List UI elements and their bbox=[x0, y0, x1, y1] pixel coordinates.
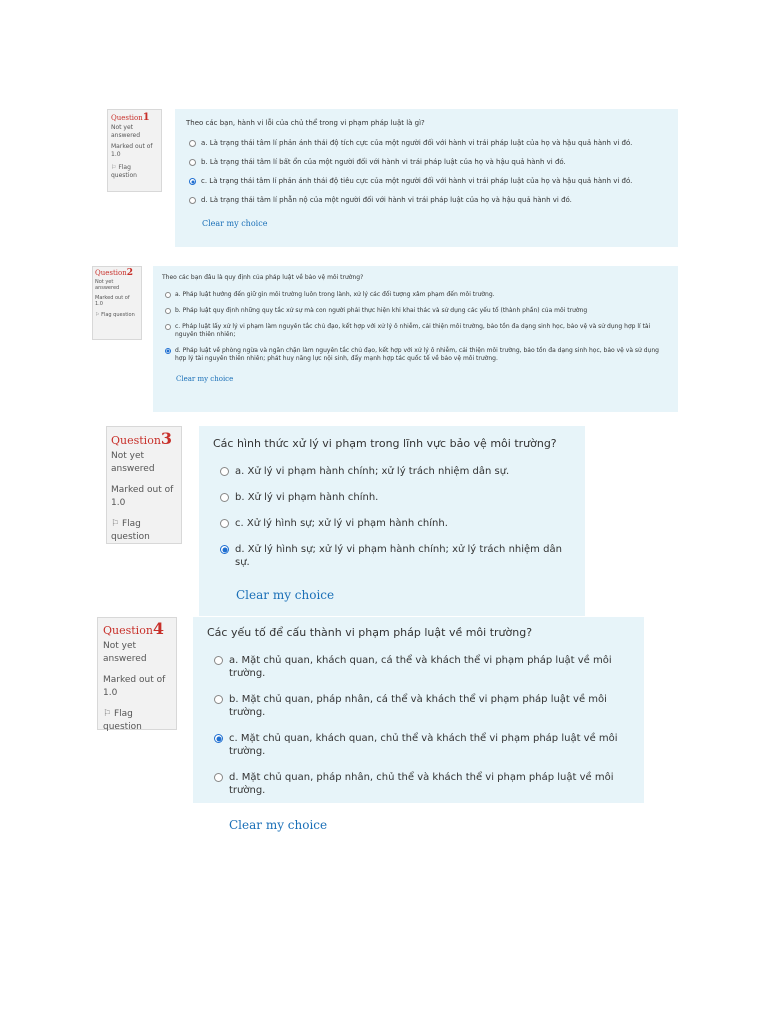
clear-choice-link[interactable]: Clear my choice bbox=[236, 588, 335, 602]
answer-radio[interactable] bbox=[189, 159, 196, 166]
question-label bbox=[95, 270, 139, 277]
answer-option-b[interactable] bbox=[214, 693, 630, 719]
question-info bbox=[97, 617, 177, 730]
question-label bbox=[103, 619, 171, 638]
answer-radio[interactable] bbox=[189, 140, 196, 147]
flag-question-link[interactable] bbox=[103, 708, 171, 734]
answer-list bbox=[207, 654, 630, 797]
answer-label: b. Là trạng thái tâm lí bất ổn của một người đối với hành vi trái pháp luật của họ và hậu quả hành vi đó. bbox=[201, 158, 566, 166]
question-number: 4 bbox=[152, 619, 165, 638]
answer-radio-selected[interactable] bbox=[214, 734, 223, 743]
question-marks: Marked out of 1.0 bbox=[103, 675, 166, 698]
answer-label: c. Pháp luật lấy xử lý vi phạm làm nguyên tắc chủ đạo, kết hợp với xử lý ô nhiễm, cải thiện môi trường, bảo tồn đa dạng sinh học, bảo vệ và sử dụng hợp lí tài nguyên thiên nhiên; bbox=[175, 323, 651, 338]
flag-label: Flag question bbox=[103, 709, 142, 732]
answer-option-a[interactable] bbox=[220, 465, 571, 478]
question-info bbox=[92, 266, 142, 340]
question-info bbox=[107, 109, 162, 192]
answer-option-c[interactable] bbox=[165, 323, 669, 339]
answer-label: a. Xử lý vi phạm hành chính; xử lý trách nhiệm dân sự. bbox=[235, 466, 510, 477]
answer-radio[interactable] bbox=[214, 773, 223, 782]
question-label bbox=[111, 114, 158, 122]
question-word: Question bbox=[103, 624, 153, 637]
clear-choice-link[interactable]: Clear my choice bbox=[202, 219, 268, 228]
answer-option-a[interactable] bbox=[165, 291, 669, 299]
answer-label: b. Mặt chủ quan, pháp nhân, cá thể và khách thể vi phạm pháp luật về môi trường. bbox=[229, 694, 607, 718]
answer-option-a[interactable] bbox=[214, 654, 630, 680]
flag-icon: ⚐ bbox=[111, 519, 120, 529]
answer-option-b[interactable] bbox=[220, 491, 571, 504]
question-text: Theo các bạn, hành vi lỗi của chủ thể trong vi phạm pháp luật là gì? bbox=[186, 119, 425, 127]
answer-label: a. Pháp luật hướng đến giữ gìn môi trường luôn trong lành, xử lý các đối tượng xâm phạm đến môi trường. bbox=[175, 291, 495, 298]
clear-choice-link[interactable]: Clear my choice bbox=[176, 375, 234, 383]
answer-label: c. Là trạng thái tâm lí phản ánh thái độ tiêu cực của một người đối với hành vi trái pháp luật của họ và hậu quả hành vi đó. bbox=[201, 177, 633, 185]
answer-option-b[interactable] bbox=[189, 158, 667, 167]
answer-radio[interactable] bbox=[165, 324, 171, 330]
answer-option-c[interactable] bbox=[220, 517, 571, 530]
answer-list bbox=[213, 465, 571, 569]
flag-question-link[interactable] bbox=[111, 518, 177, 544]
answer-option-c[interactable] bbox=[189, 177, 667, 186]
flag-icon: ⚐ bbox=[95, 311, 100, 318]
question-state: Not yet answered bbox=[103, 641, 147, 664]
question-content bbox=[199, 426, 585, 616]
answer-label: b. Xử lý vi phạm hành chính. bbox=[235, 492, 379, 503]
answer-label: c. Xử lý hình sự; xử lý vi phạm hành chính. bbox=[235, 518, 448, 529]
answer-radio[interactable] bbox=[220, 467, 229, 476]
question-text: Các hình thức xử lý vi phạm trong lĩnh vực bảo vệ môi trường? bbox=[213, 437, 557, 450]
answer-list bbox=[186, 139, 667, 205]
answer-label: d. Xử lý hình sự; xử lý vi phạm hành chính; xử lý trách nhiệm dân sự. bbox=[235, 544, 562, 568]
answer-radio[interactable] bbox=[214, 656, 223, 665]
answer-option-d[interactable] bbox=[189, 196, 667, 205]
answer-option-d[interactable] bbox=[220, 543, 571, 569]
answer-option-a[interactable] bbox=[189, 139, 667, 148]
flag-label: Flag question bbox=[101, 311, 135, 318]
answer-label: d. Là trạng thái tâm lí phẫn nộ của một người đối với hành vi trái pháp luật của họ và hậu quả hành vi đó. bbox=[201, 196, 572, 204]
answer-radio[interactable] bbox=[220, 493, 229, 502]
question-content bbox=[175, 109, 678, 247]
answer-label: c. Mặt chủ quan, khách quan, chủ thể và khách thể vi phạm pháp luật về môi trường. bbox=[229, 733, 618, 757]
answer-option-d[interactable] bbox=[214, 771, 630, 797]
question-content bbox=[153, 266, 678, 412]
flag-label: Flag question bbox=[111, 164, 137, 179]
question-marks: Marked out of 1.0 bbox=[95, 294, 130, 307]
flag-icon: ⚐ bbox=[103, 709, 112, 719]
question-word: Question bbox=[111, 114, 143, 122]
answer-option-c[interactable] bbox=[214, 732, 630, 758]
question-number: 3 bbox=[160, 429, 173, 448]
answer-label: a. Là trạng thái tâm lí phản ánh thái độ tích cực của một người đối với hành vi trái pháp luật của họ và hậu quả hành vi đó. bbox=[201, 139, 633, 147]
answer-label: d. Mặt chủ quan, pháp nhân, chủ thể và khách thể vi phạm pháp luật về môi trường. bbox=[229, 772, 614, 796]
answer-radio[interactable] bbox=[220, 519, 229, 528]
question-word: Question bbox=[95, 269, 127, 277]
answer-radio[interactable] bbox=[165, 292, 171, 298]
flag-question-link[interactable] bbox=[95, 312, 139, 319]
question-label bbox=[111, 429, 177, 448]
question-word: Question bbox=[111, 434, 161, 447]
question-number: 1 bbox=[142, 112, 150, 123]
question-state: Not yet answered bbox=[111, 451, 155, 474]
answer-label: a. Mặt chủ quan, khách quan, cá thể và khách thể vi phạm pháp luật về môi trường. bbox=[229, 655, 612, 679]
flag-icon: ⚐ bbox=[111, 164, 117, 171]
question-marks: Marked out of 1.0 bbox=[111, 485, 174, 508]
answer-label: b. Pháp luật quy định những quy tắc xử sự mà con người phải thực hiện khi khai thác và sử dụng các yếu tố (thành phần) của môi trường bbox=[175, 307, 588, 314]
answer-radio-selected[interactable] bbox=[189, 178, 196, 185]
answer-list bbox=[162, 291, 669, 363]
flag-question-link[interactable] bbox=[111, 164, 158, 180]
answer-radio-selected[interactable] bbox=[165, 348, 171, 354]
clear-choice-link[interactable]: Clear my choice bbox=[229, 818, 328, 832]
question-text: Các yếu tố để cấu thành vi phạm pháp luật về môi trường? bbox=[207, 626, 533, 639]
answer-radio-selected[interactable] bbox=[220, 545, 229, 554]
answer-option-d[interactable] bbox=[165, 347, 669, 363]
answer-label: d. Pháp luật về phòng ngừa và ngăn chặn làm nguyên tắc chủ đạo, kết hợp với xử lý ô nhiễm, cải thiện môi trường, bảo tồn đa dạng sinh học, bảo vệ và sử dụng hợp lý tài nguyên thiên nhiên; phát huy năng lực nội sinh, đẩy mạnh hợp tác quốc tế về bảo vệ môi trường. bbox=[175, 347, 659, 362]
answer-radio[interactable] bbox=[189, 197, 196, 204]
question-content bbox=[193, 617, 644, 832]
answer-option-b[interactable] bbox=[165, 307, 669, 315]
question-number: 2 bbox=[126, 268, 134, 278]
answer-radio[interactable] bbox=[165, 308, 171, 314]
question-info bbox=[106, 426, 182, 544]
question-marks: Marked out of 1.0 bbox=[111, 143, 153, 158]
question-state: Not yet answered bbox=[111, 124, 141, 139]
flag-label: Flag question bbox=[111, 519, 150, 542]
question-text: Theo các bạn đâu là quy định của pháp luật về bảo vệ môi trường? bbox=[162, 274, 364, 281]
question-state: Not yet answered bbox=[95, 278, 120, 291]
answer-radio[interactable] bbox=[214, 695, 223, 704]
